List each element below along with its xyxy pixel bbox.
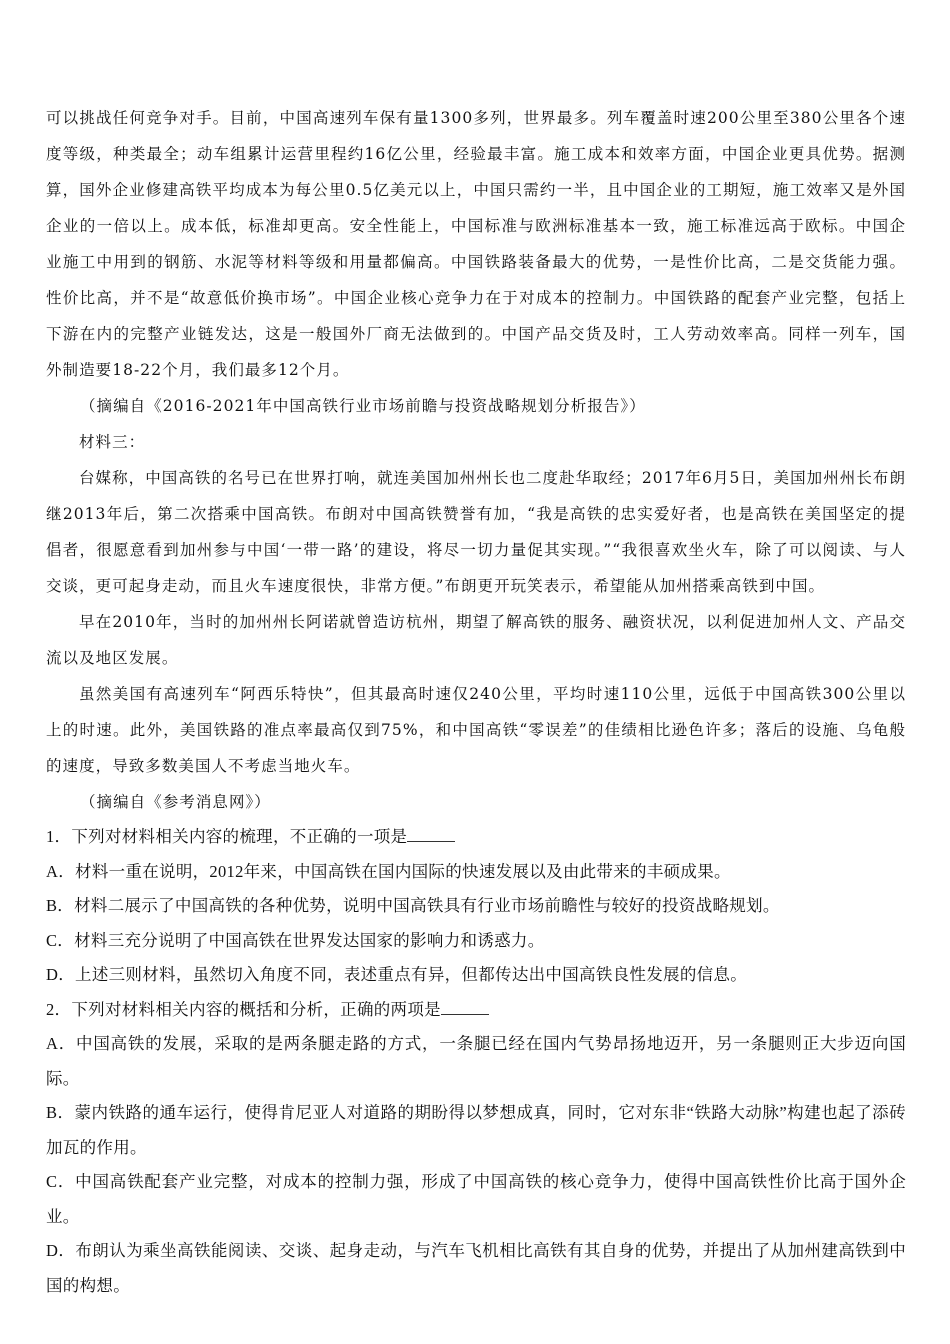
material3-source: （摘编自《参考消息网》） bbox=[80, 793, 271, 811]
question-2-stem: 2．下列对材料相关内容的概括和分析，正确的两项是 bbox=[46, 993, 906, 1028]
material3-paragraph-1: 台媒称，中国高铁的名号已在世界打响，就连美国加州州长也二度赴华取经；2017年6月5日，美国加州州长布朗继2013年后，第二次搭乘中国高铁。布朗对中国高铁赞誉有加，“我是高铁的忠实爱好者，也是高铁在美国坚定的提倡者，很愿意看到加州参与中国‘一带一路’的建设，将尽一切力量促其实现。”“我很喜欢坐火车，除了可以阅读、与人交谈，更可起身走动，而且火车速度很快，非常方便。”布朗更开玩笑表示，希望能从加州搭乘高铁到中国。 bbox=[46, 469, 906, 595]
answer-blank bbox=[441, 1000, 489, 1015]
material2-source: （摘编自《2016-2021年中国高铁行业市场前瞻与投资战略规划分析报告》） bbox=[80, 397, 646, 415]
question-1-option-d: D．上述三则材料，虽然切入角度不同，表述重点有异，但都传达出中国高铁良性发展的信息。 bbox=[46, 965, 748, 984]
question-2-option-a: A．中国高铁的发展，采取的是两条腿走路的方式，一条腿已经在国内气势昂扬地迈开，另一条腿则正大步迈向国际。 bbox=[46, 1034, 906, 1088]
material3-paragraph-3: 虽然美国有高速列车“阿西乐特快”，但其最高时速仅240公里，平均时速110公里，远低于中国高铁300公里以上的时速。此外，美国铁路的准点率最高仅到75%，和中国高铁“零误差”的佳绩相比逊色许多；落后的设施、乌龟般的速度，导致多数美国人不考虑当地火车。 bbox=[46, 685, 906, 775]
material3-paragraph-2: 早在2010年，当时的加州州长阿诺就曾造访杭州，期望了解高铁的服务、融资状况，以利促进加州人文、产品交流以及地区发展。 bbox=[46, 613, 906, 667]
question-2-option-c: C．中国高铁配套产业完整，对成本的控制力强，形成了中国高铁的核心竞争力，使得中国高铁性价比高于国外企业。 bbox=[46, 1172, 906, 1226]
question-2 bbox=[46, 993, 906, 1304]
document-page bbox=[46, 100, 906, 1303]
material3-heading: 材料三： bbox=[79, 433, 146, 451]
question-1-option-c: C．材料三充分说明了中国高铁在世界发达国家的影响力和诱惑力。 bbox=[46, 930, 545, 950]
question-2-option-b: B．蒙内铁路的通车运行，使得肯尼亚人对道路的期盼得以梦想成真，同时，它对东非“铁路大动脉”构建也起了添砖加瓦的作用。 bbox=[46, 1103, 906, 1157]
question-1 bbox=[46, 820, 906, 993]
question-1-option-a: A．材料一重在说明，2012年来，中国高铁在国内国际的快速发展以及由此带来的丰硕成果。 bbox=[46, 861, 731, 881]
material2-body: 可以挑战任何竞争对手。目前，中国高速列车保有量1300多列，世界最多。列车覆盖时速200公里至380公里各个速度等级，种类最全；动车组累计运营里程约16亿公里，经验最丰富。施工成本和效率方面，中国企业更具优势。据测算，国外企业修建高铁平均成本为每公里0.5亿美元以上，中国只需约一半，且中国企业的工期短，施工效率又是外国企业的一倍以上。成本低，标准却更高。安全性能上，中国标准与欧洲标准基本一致，施工标准远高于欧标。中国企业施工中用到的钢筋、水泥等材料等级和用量都偏高。中国铁路装备最大的优势，一是性价比高，二是交货能力强。性价比高，并不是“故意低价换市场”。中国企业核心竞争力在于对成本的控制力。中国铁路的配套产业完整，包括上下游在内的完整产业链发达，这是一般国外厂商无法做到的。中国产品交货及时，工人劳动效率高。同样一列车，国外制造要18-22个月，我们最多12个月。 bbox=[46, 109, 906, 379]
answer-blank bbox=[407, 827, 455, 842]
question-2-option-d: D．布朗认为乘坐高铁能阅读、交谈、起身走动，与汽车飞机相比高铁有其自身的优势，并提出了从加州建高铁到中国的构想。 bbox=[46, 1241, 906, 1295]
question-1-option-b: B．材料二展示了中国高铁的各种优势，说明中国高铁具有行业市场前瞻性与较好的投资战略规划。 bbox=[46, 896, 780, 915]
question-1-stem: 1．下列对材料相关内容的梳理，不正确的一项是 bbox=[46, 820, 906, 855]
